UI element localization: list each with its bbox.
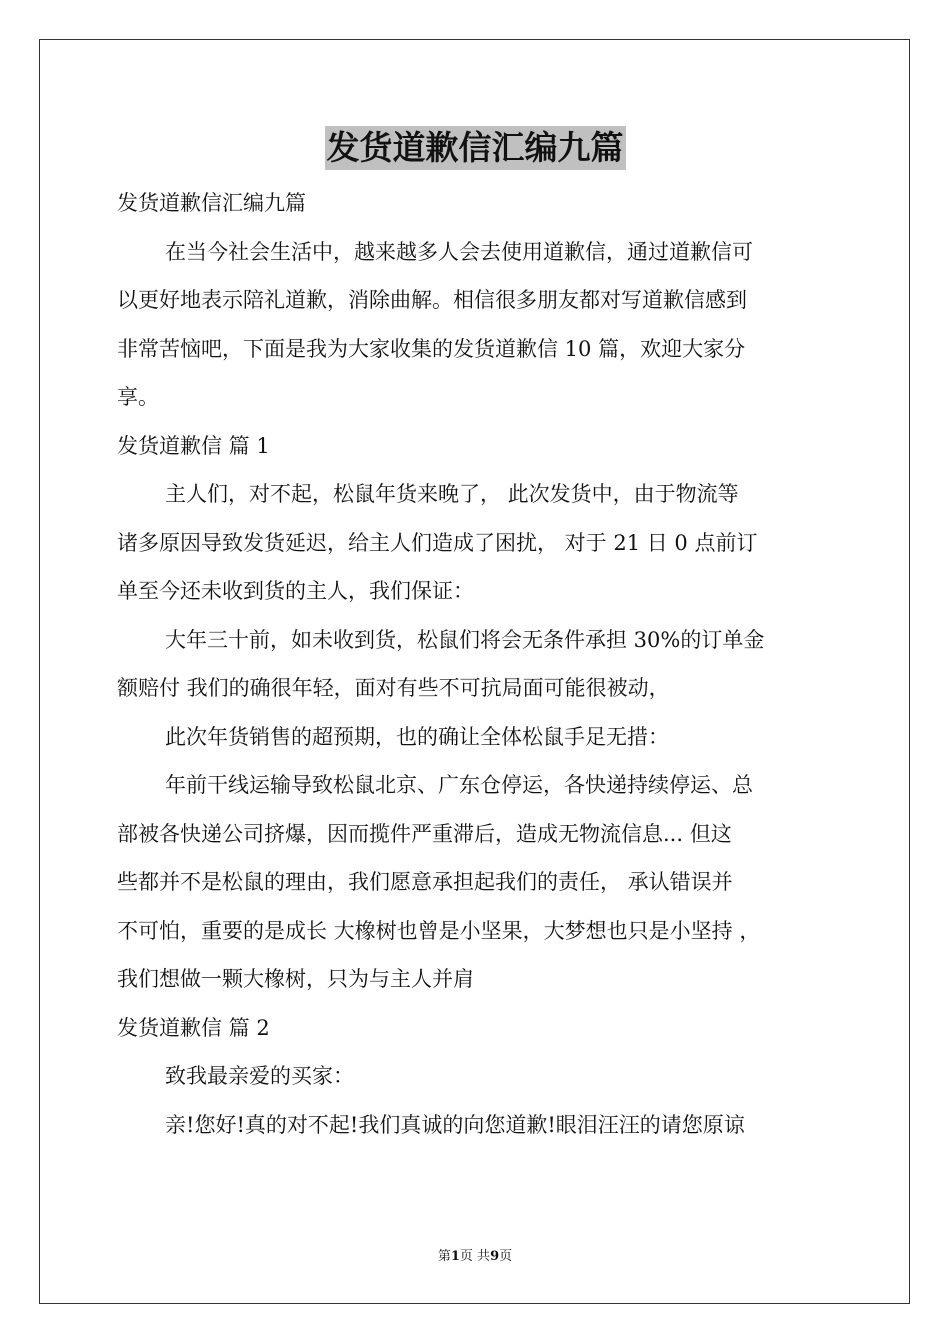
text-line: 单至今还未收到货的主人，我们保证： bbox=[117, 579, 474, 603]
page-footer bbox=[0, 1248, 950, 1266]
text-line: 以更好地表示陪礼道歉，消除曲解。相信很多朋友都对写道歉信感到 bbox=[117, 288, 747, 312]
footer-page-number: 1 bbox=[450, 1249, 460, 1264]
text-line: 非常苦恼吧，下面是我为大家收集的发货道歉信 10 篇，欢迎大家分 bbox=[117, 336, 746, 361]
text-line: 此次年货销售的超预期，也的确让全体松鼠手足无措： bbox=[165, 724, 669, 749]
text-line: 年前干线运输导致松鼠北京、广东仓停运，各快递持续停运、总 bbox=[165, 773, 753, 797]
text-line: 致我最亲爱的买家： bbox=[165, 1064, 354, 1088]
footer-suffix: 页 bbox=[499, 1249, 513, 1264]
text-line: 些都并不是松鼠的理由，我们愿意承担起我们的责任， 承认错误并 bbox=[117, 870, 733, 894]
title-container bbox=[0, 126, 950, 170]
text-line: 不可怕，重要的是成长 大橡树也曾是小坚果，大梦想也只是小坚持 ， bbox=[117, 918, 761, 943]
text-line: 我们想做一颗大橡树，只为与主人并肩 bbox=[117, 967, 474, 991]
text-line: 部被各快递公司挤爆，因而揽件严重滞后，造成无物流信息... 但这 bbox=[117, 821, 732, 846]
text-line: 亲!您好!真的对不起!我们真诚的向您道歉!眼泪汪汪的请您原谅 bbox=[165, 1112, 745, 1137]
document-title: 发货道歉信汇编九篇 bbox=[325, 126, 626, 170]
document-body bbox=[117, 179, 839, 1149]
footer-total-pages: 9 bbox=[490, 1249, 500, 1264]
text-line: 在当今社会生活中，越来越多人会去使用道歉信，通过道歉信可 bbox=[165, 239, 753, 264]
text-line: 发货道歉信 篇 1 bbox=[117, 433, 270, 458]
text-line: 发货道歉信汇编九篇 bbox=[117, 191, 306, 215]
footer-prefix: 第 bbox=[437, 1249, 451, 1264]
text-line: 主人们，对不起，松鼠年货来晚了， 此次发货中，由于物流等 bbox=[165, 482, 739, 506]
text-line: 大年三十前，如未收到货，松鼠们将会无条件承担 30%的订单金 bbox=[165, 627, 765, 652]
text-line: 发货道歉信 篇 2 bbox=[117, 1015, 270, 1040]
text-line: 享。 bbox=[117, 385, 159, 409]
text-line: 额赔付 我们的确很年轻，面对有些不可抗局面可能很被动， bbox=[117, 676, 670, 700]
text-line: 诸多原因导致发货延迟，给主人们造成了困扰， 对于 21 日 0 点前订 bbox=[117, 530, 758, 555]
footer-mid: 页 共 bbox=[459, 1249, 491, 1264]
